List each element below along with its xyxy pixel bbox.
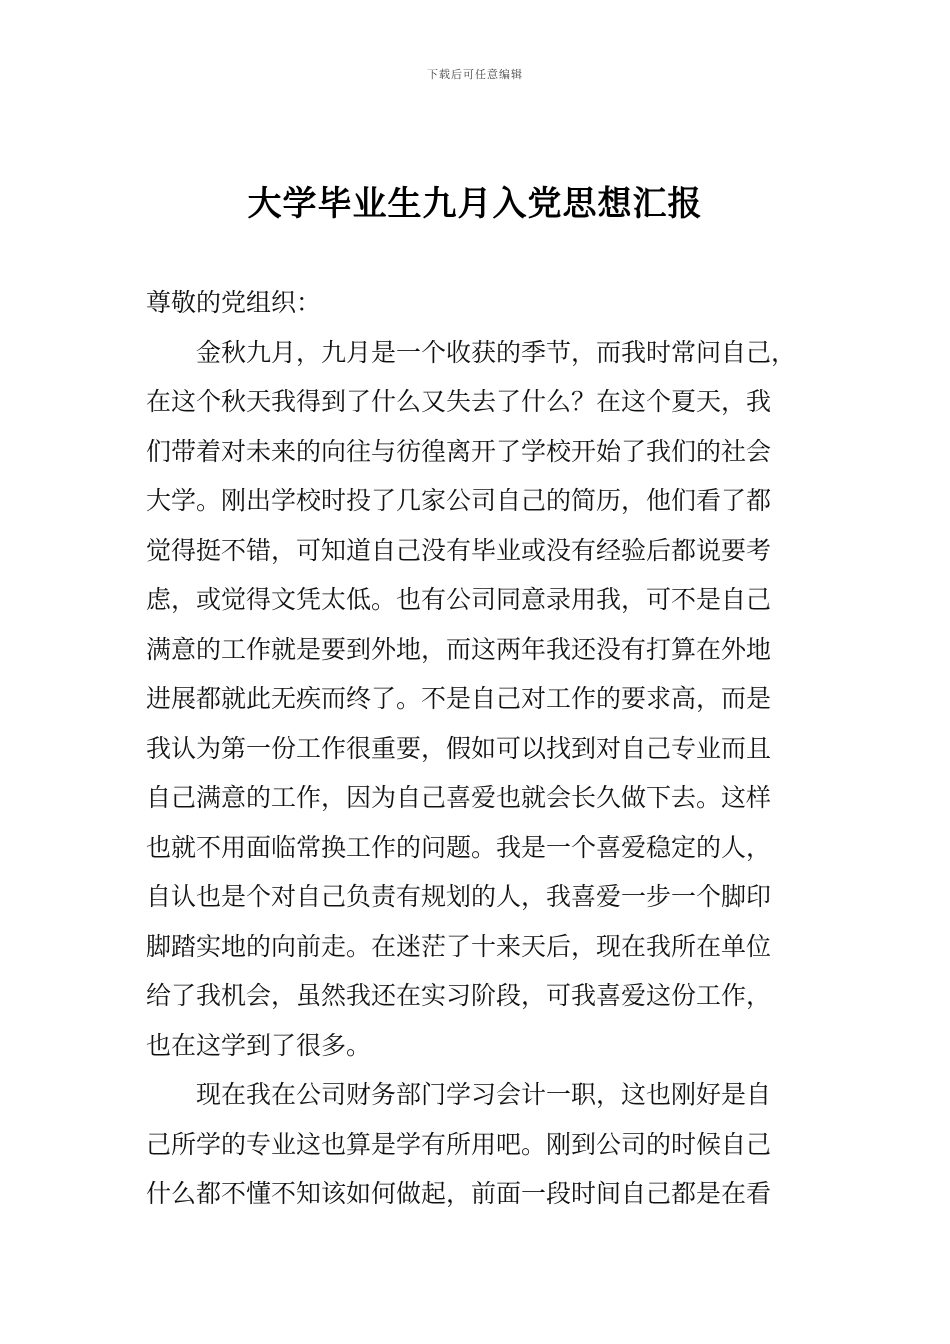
document-body bbox=[146, 278, 808, 1219]
paragraph-line: 虑，或觉得文凭太低。也有公司同意录用我，可不是自己 bbox=[146, 585, 772, 614]
salutation: 尊敬的党组织： bbox=[146, 288, 322, 317]
paragraph-line: 在这个秋天我得到了什么又失去了什么？在这个夏天，我 bbox=[146, 387, 772, 416]
paragraph-line: 现在我在公司财务部门学习会计一职，这也刚好是自 bbox=[196, 1080, 772, 1109]
paragraph-line: 也就不用面临常换工作的问题。我是一个喜爱稳定的人， bbox=[146, 832, 772, 862]
paragraph-line: 满意的工作就是要到外地，而这两年我还没有打算在外地 bbox=[146, 634, 772, 664]
paragraph-line: 什么都不懂不知该如何做起，前面一段时间自己都是在看 bbox=[146, 1179, 772, 1208]
paragraph-line: 己所学的专业这也算是学有所用吧。刚到公司的时候自己 bbox=[146, 1129, 772, 1159]
paragraph-line: 金秋九月，九月是一个收获的季节，而我时常问自己， bbox=[196, 337, 797, 367]
paragraph-line: 我认为第一份工作很重要，假如可以找到对自己专业而且 bbox=[146, 733, 772, 763]
paragraph-line: 自己满意的工作，因为自己喜爱也就会长久做下去。这样 bbox=[146, 783, 772, 812]
paragraph-line: 觉得挺不错，可知道自己没有毕业或没有经验后都说要考 bbox=[146, 535, 772, 565]
paragraph-line: 进展都就此无疾而终了。不是自己对工作的要求高，而是 bbox=[146, 684, 772, 713]
paragraph-line: 们带着对未来的向往与彷徨离开了学校开始了我们的社会 bbox=[146, 436, 772, 466]
document-title: 大学毕业生九月入党思想汇报 bbox=[247, 184, 703, 224]
header-note: 下载后可任意编辑 bbox=[427, 68, 523, 81]
paragraph-line: 给了我机会，虽然我还在实习阶段，可我喜爱这份工作， bbox=[146, 981, 772, 1010]
paragraph-line: 脚踏实地的向前走。在迷茫了十来天后，现在我所在单位 bbox=[146, 931, 772, 961]
paragraph-line: 也在这学到了很多。 bbox=[146, 1030, 372, 1060]
paragraph-line: 大学。刚出学校时投了几家公司自己的简历，他们看了都 bbox=[146, 486, 772, 515]
paragraph-line: 自认也是个对自己负责有规划的人，我喜爱一步一个脚印 bbox=[146, 882, 772, 911]
